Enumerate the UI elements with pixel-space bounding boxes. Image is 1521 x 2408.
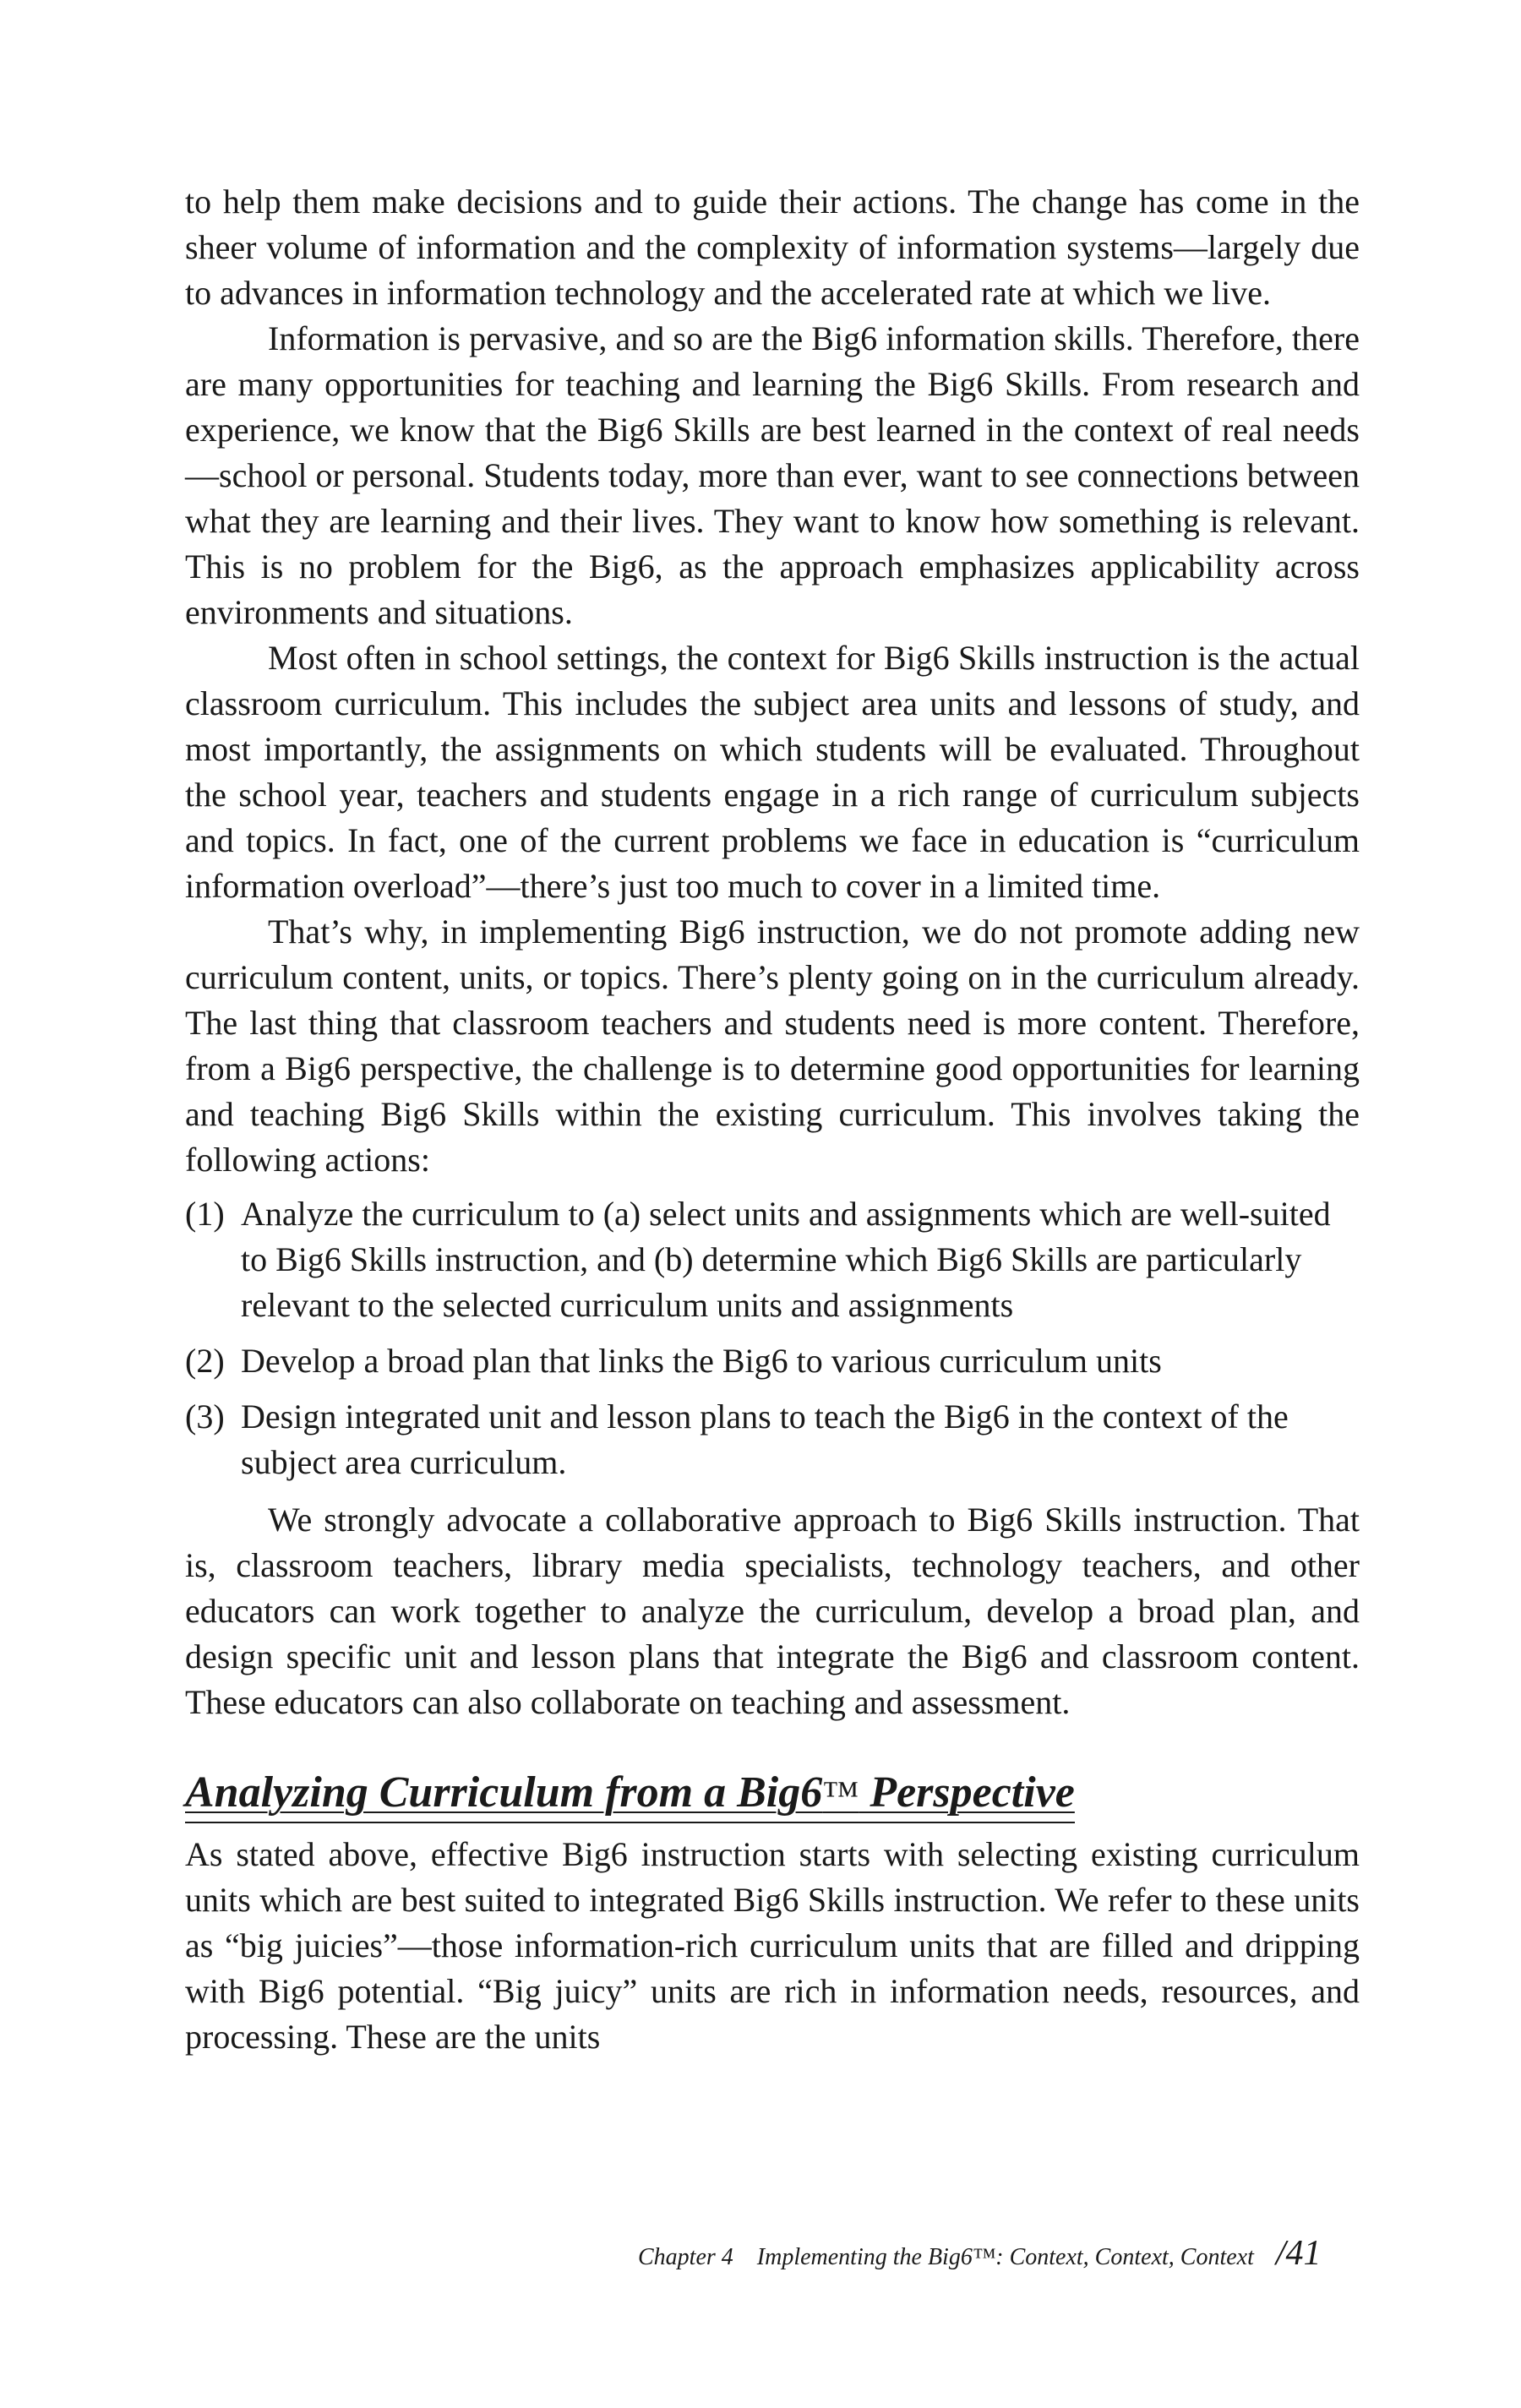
section-heading-tail: Perspective: [859, 1768, 1075, 1817]
list-item-number: (3): [185, 1397, 225, 1436]
paragraph-continuation: to help them make decisions and to guide their actions. The change has come in the sheer volume of information and the complexity of information systems—largely due to advances in information technology and the accelerated rate at which we live.: [185, 183, 1360, 312]
footer-title: Implementing the Big6™: Context, Context, Context: [756, 2244, 1254, 2270]
list-item-text: Develop a broad plan that links the Big6 to various curriculum units: [241, 1342, 1162, 1380]
paragraph-collaborative: We strongly advocate a collaborative approach to Big6 Skills instruction. That is, classroom teachers, library media specialists, technology teachers, and other educators can work together to analyze the curriculum, develop a broad plan, and design specific unit and lesson plans that integrate the Big6 and classroom content. These educators can also collaborate on teaching and assessment.: [185, 1501, 1360, 1721]
list-item-number: (1): [185, 1195, 225, 1233]
page-number: /41: [1275, 2234, 1322, 2273]
footer-chapter: Chapter 4: [638, 2244, 733, 2270]
list-item-number: (2): [185, 1342, 225, 1380]
running-footer: [638, 2233, 1449, 2284]
list-item: [185, 1338, 1360, 1384]
actions-list: [185, 1191, 1360, 1485]
list-item: [185, 1394, 1360, 1485]
list-item-text: Design integrated unit and lesson plans to teach the Big6 in the context of the subject area curriculum.: [241, 1397, 1289, 1481]
section-heading-main: Analyzing Curriculum from a Big6: [185, 1768, 823, 1817]
paragraph-big-juicies: As stated above, effective Big6 instruction starts with selecting existing curriculum units which are best suited to integrated Big6 Skills instruction. We refer to these units as “big juicies”—those information-rich curriculum units that are filled and dripping with Big6 potential. “Big juicy” units are rich in information needs, resources, and processing. These are the units: [185, 1835, 1360, 2056]
section-heading: [185, 1766, 1075, 1823]
list-item: [185, 1191, 1360, 1328]
paragraph-implementing: That’s why, in implementing Big6 instruction, we do not promote adding new curriculum content, units, or topics. There’s plenty going on in the curriculum already. The last thing that classroom teachers and students need is more content. Therefore, from a Big6 perspective, the challenge is to determine good opportunities for learning and teaching Big6 Skills within the existing curriculum. This involves taking the following actions:: [185, 913, 1360, 1179]
list-item-text: Analyze the curriculum to (a) select units and assignments which are well-suited to Big6 Skills instruction, and (b) determine which Big6 Skills are particularly relevant to the selected curriculum units and assignments: [241, 1195, 1331, 1324]
main-text-column: [185, 179, 1360, 2060]
paragraph-information-pervasive: Information is pervasive, and so are the Big6 information skills. Therefore, there are many opportunities for teaching and learning the Big6 Skills. From research and experience, we know that the Big6 Skills are best learned in the context of real needs—school or personal. Students today, more than ever, want to see connections between what they are learning and their lives. They want to know how something is relevant. This is no problem for the Big6, as the approach emphasizes applicability across environments and situations.: [185, 319, 1360, 631]
paragraph-school-settings: Most often in school settings, the context for Big6 Skills instruction is the actual classroom curriculum. This includes the subject area units and lessons of study, and most importantly, the assignments on which students will be evaluated. Throughout the school year, teachers and students engage in a rich range of curriculum subjects and topics. In fact, one of the current problems we face in education is “curriculum information overload”—there’s just too much to cover in a limited time.: [185, 639, 1360, 905]
trademark-symbol: ™: [822, 1773, 859, 1815]
